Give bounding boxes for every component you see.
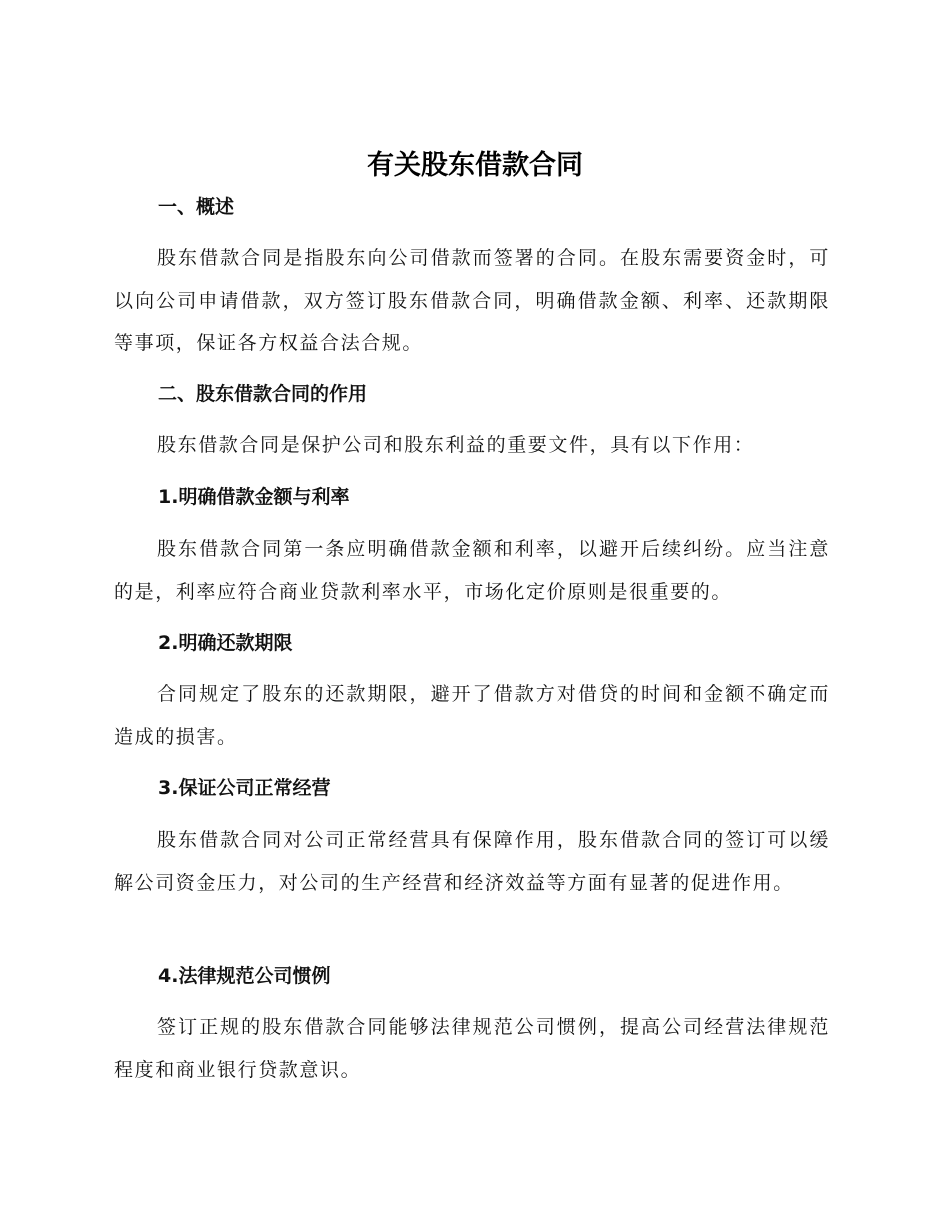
section-heading-purpose: 二、股东借款合同的作用 (158, 383, 368, 405)
item-heading-amount-rate: 1.明确借款金额与利率 (158, 486, 350, 508)
purpose-intro-paragraph: 股东借款合同是保护公司和股东利益的重要文件，具有以下作用： (157, 434, 755, 456)
item-heading-repayment-term: 2.明确还款期限 (158, 632, 293, 654)
overview-paragraph: 股东借款合同是指股东向公司借款而签署的合同。在股东需要资金时，可以向公司申请借款，双方签订股东借款合同，明确借款金额、利率、还款期限等事项，保证各方权益合法合规。 (114, 247, 830, 354)
item-paragraph-legal-norms: 签订正规的股东借款合同能够法律规范公司惯例，提高公司经营法律规范程度和商业银行贷款意识。 (114, 1016, 830, 1081)
item-paragraph-amount-rate: 股东借款合同第一条应明确借款金额和利率，以避开后续纠纷。应当注意的是，利率应符合商业贷款利率水平，市场化定价原则是很重要的。 (114, 538, 830, 603)
item-heading-normal-operation: 3.保证公司正常经营 (158, 777, 331, 799)
item-paragraph-normal-operation: 股东借款合同对公司正常经营具有保障作用，股东借款合同的签订可以缓解公司资金压力，对公司的生产经营和经济效益等方面有显著的促进作用。 (114, 829, 830, 894)
document-title: 有关股东借款合同 (367, 150, 583, 181)
section-heading-overview: 一、概述 (158, 196, 235, 218)
item-paragraph-repayment-term: 合同规定了股东的还款期限，避开了借款方对借贷的时间和金额不确定而造成的损害。 (114, 683, 830, 748)
item-heading-legal-norms: 4.法律规范公司惯例 (158, 965, 331, 987)
